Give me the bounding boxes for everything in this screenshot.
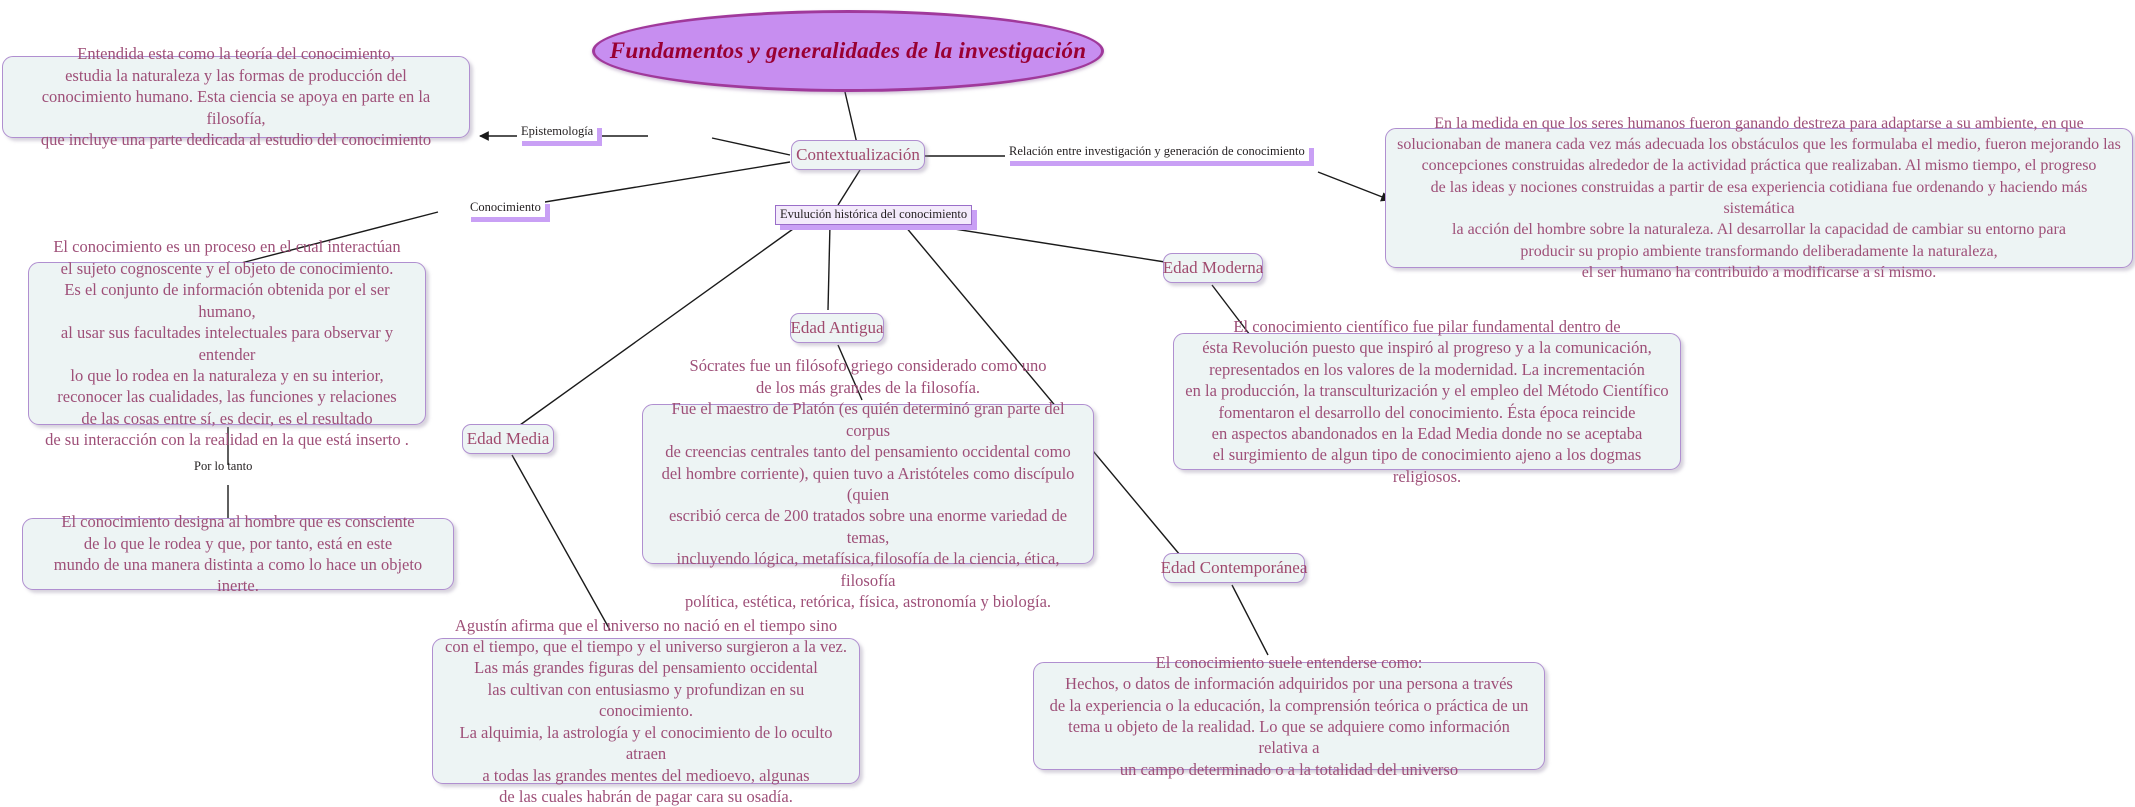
link-label-conocimiento-text: Conocimiento: [470, 200, 541, 214]
node-edad-moderna[interactable]: [1163, 253, 1263, 283]
edad-moderna-description-box: [1173, 316, 1681, 486]
node-evolucion-historica[interactable]: [775, 205, 972, 225]
edge-relacion-arrow: [1318, 172, 1390, 200]
edad-media-description-box: [432, 615, 860, 807]
link-label-relacion-text: Relación entre investigación y generación de conocimiento: [1009, 144, 1305, 158]
node-contextualizacion[interactable]: [791, 140, 925, 170]
epistemologia-description-text: Entendida esta como la teoría del conocimiento, estudia la naturaleza y las formas de producción del conocimiento humano. Esta ciencia se apoya en parte en la filosofía, que incluye una parte dedicada al estudio del conocimiento: [40, 44, 432, 150]
node-edad-media-label: Edad Media: [466, 429, 550, 448]
edge-edad-contemporanea-text: [1232, 585, 1268, 655]
edad-moderna-description-text: El conocimiento científico fue pilar fundamental dentro de ésta Revolución puesto que inspiró al progreso y a la comunicación, representados en los valores de la modernidad. La incrementación en la producción, la transculturización y el empleo del Método Científico fomentaron el desarrollo del conocimiento. Ésta época reincide en aspectos abandonados en la Edad Media donde no se aceptaba el surgimiento de algun tipo de conocimiento ajeno a los dogmas religiosos.: [1185, 316, 1669, 486]
node-evolucion-historica-label: Evulución histórica del conocimiento: [780, 207, 968, 221]
edge-contextualizacion-epistemologia: [712, 138, 790, 155]
link-label-conocimiento[interactable]: [466, 199, 545, 217]
edge-evolucion-edad-antigua: [828, 224, 830, 310]
node-edad-moderna-label: Edad Moderna: [1162, 258, 1264, 277]
edad-antigua-description-text: Sócrates fue un filósofo griego considerado como uno de los más grandes de la filosofía. Fue el maestro de Platón (es quién determinó gran parte del corpus de creencias centrales tanto del pensamiento occidental como del hombre corriente), quien tuvo a Aristóteles como discípulo (quien escribió cerca de 200 tratados sobre una enorme variedad de temas, incluyendo lógica, metafísica,filosofía de la ciencia, ética, filosofía política, estética, retórica, física, astronomía y biología.: [661, 356, 1075, 612]
node-edad-antigua[interactable]: [790, 313, 884, 343]
node-edad-contemporanea[interactable]: [1160, 553, 1308, 583]
relacion-description-text: En la medida en que los seres humanos fueron ganando destreza para adaptarse a su ambiente, en que solucionaban de manera cada vez más adecuada los obstáculos que les formulaba el medio, fueron mejorando las concepciones construidas alrededor de la actividad práctica que realizaban. Al mismo tiempo, el progreso de las ideas y nociones construidas a partir de esa experiencia cotidiana fue ordenando y haciendo más sistemática la acción del hombre sobre la naturaleza. Al desarrollar la capacidad de cambiar su entorno para producir su propio ambiente transformando deliberadamente la naturaleza, el ser humano ha contribuido a modificarse a sí mismo.: [1397, 114, 2121, 281]
edge-edad-media-text: [512, 455, 610, 630]
edad-media-description-text: Agustín afirma que el universo no nació en el tiempo sino con el tiempo, que el tiempo y el universo surgieron a la vez. Las más grandes figuras del pensamiento occidental las cultivan con entusiasmo y profundizan en su conocimiento. La alquimia, la astrología y el conocimiento de lo oculto atraen a todas las grandes mentes del medioevo, algunas de las cuales habrán de pagar cara su osadía.: [445, 615, 847, 807]
link-label-epistemologia[interactable]: [517, 123, 597, 141]
node-edad-antigua-label: Edad Antigua: [790, 318, 884, 337]
edge-evolucion-edad-moderna: [910, 222, 1165, 262]
conocimiento-description-text: El conocimiento es un proceso en el cual interactúan el sujeto cognoscente y el objeto de conocimiento. Es el conjunto de información obtenida por el ser humano, al usar sus facultades intelectuales para observar y entender lo que lo rodea en la naturaleza y en su interior, reconocer las cualidades, las funciones y relaciones de las cosas entre sí, es decir, es el resultado de su interacción con la realidad en la que está inserto .: [45, 237, 409, 450]
por-lo-tanto-description-box: [22, 512, 454, 596]
link-label-por-lo-tanto-text: Por lo tanto: [194, 459, 253, 473]
link-label-epistemologia-text: Epistemología: [521, 124, 594, 138]
map-title-ellipse: [592, 10, 1104, 92]
node-edad-media[interactable]: [462, 424, 554, 454]
edge-contextualizacion-conocimiento: [508, 162, 790, 208]
conocimiento-description-box: [28, 237, 426, 450]
por-lo-tanto-description-text: El conocimiento designa al hombre que es consciente de lo que le rodea y que, por tanto, está en este mundo de una manera distinta a como lo hace un objeto inerte.: [53, 512, 423, 596]
link-label-relacion[interactable]: [1005, 143, 1309, 161]
edad-antigua-description-box: [642, 356, 1094, 612]
page-title: Fundamentos y generalidades de la investigación: [609, 38, 1087, 63]
relacion-description-box: [1385, 114, 2133, 281]
epistemologia-description-box: [2, 44, 470, 150]
node-edad-contemporanea-label: Edad Contemporánea: [1160, 558, 1308, 577]
node-contextualizacion-label: Contextualización: [796, 145, 920, 164]
edge-contextualizacion-evolucion: [838, 170, 860, 205]
link-label-por-lo-tanto: [190, 458, 256, 476]
edad-contemporanea-description-box: [1033, 652, 1545, 779]
edad-contemporanea-description-text: El conocimiento suele entenderse como: Hechos, o datos de información adquiridos por una persona a través de la experiencia o la educación, la comprensión teórica o práctica de un tema u objeto de la realidad. Lo que se adquiere como información relativa a un campo determinado o a la totalidad del universo: [1049, 652, 1529, 779]
